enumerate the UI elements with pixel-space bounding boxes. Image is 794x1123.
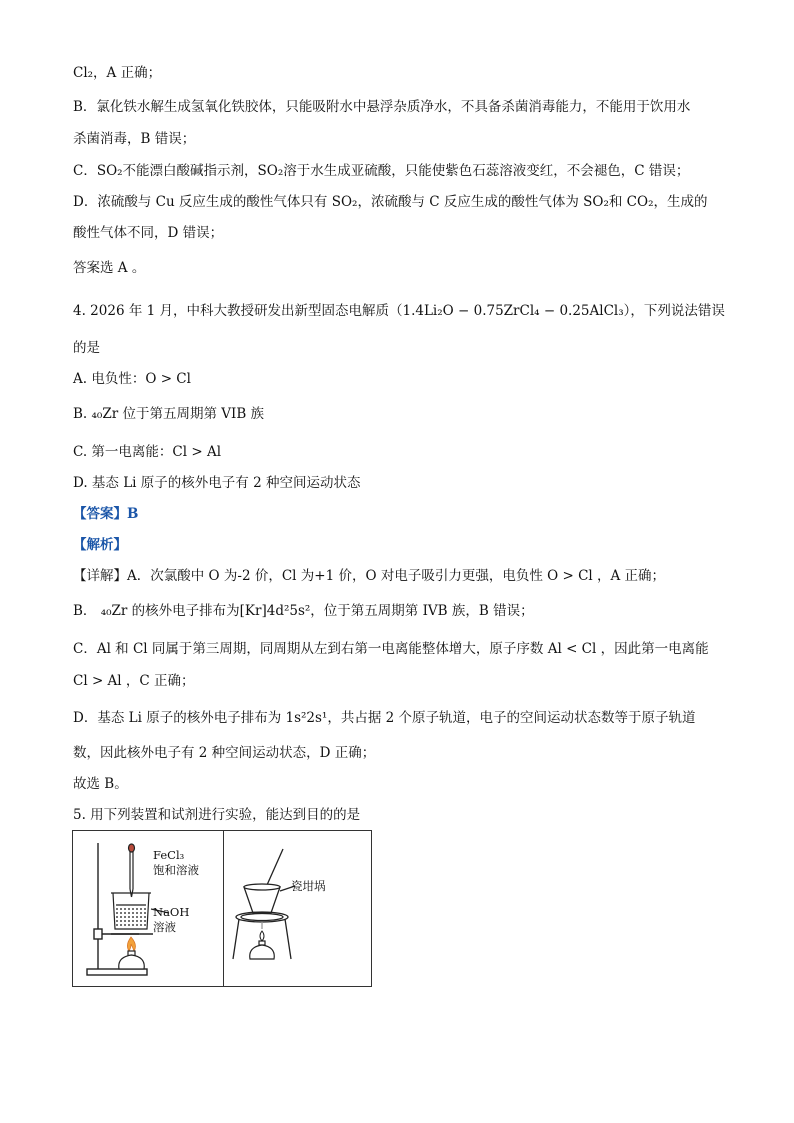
answer-line: 答案选 A 。 (73, 260, 146, 276)
right-flame (260, 931, 264, 941)
label-solution: 溶液 (153, 920, 176, 934)
text-line: D．浓硫酸与 Cu 反应生成的酸性气体只有 SO₂，浓硫酸与 C 反应生成的酸性气体为 SO₂和 CO₂，生成的 (73, 194, 708, 210)
text-line: 杀菌消毒，B 错误； (73, 131, 196, 147)
dropper (129, 844, 135, 897)
text-line: Cl₂，A 正确； (73, 65, 162, 81)
label-naoh: NaOH (153, 905, 190, 919)
apparatus-figure (72, 830, 372, 987)
explanation-a: 【详解】A．次氯酸中 O 为-2 价，Cl 为+1 价，O 对电子吸引力更强，电负性 O > Cl ，A 正确； (73, 568, 666, 584)
explanation-c-cont: Cl > Al ，C 正确； (73, 673, 195, 689)
explanation-c: C．Al 和 Cl 同属于第三周期，同周期从左到右第一电离能整体增大，原子序数 Al < Cl ，因此第一电离能 (73, 641, 709, 657)
answer-tag: 【答案】B (73, 506, 139, 522)
flame (127, 937, 135, 951)
explanation-d: D．基态 Li 原子的核外电子排布为 1s²2s¹，共占据 2 个原子轨道，电子的空间运动状态数等于原子轨道 (73, 710, 696, 726)
crucible (244, 884, 295, 913)
option-c: C. 第一电离能：Cl > Al (73, 444, 222, 460)
analysis-tag: 【解析】 (73, 537, 127, 553)
text-line: 酸性气体不同，D 错误； (73, 225, 224, 241)
right-alcohol-lamp (250, 941, 275, 959)
explanation-b: B． ₄₀Zr 的核外电子排布为[Kr]4d²5s²，位于第五周期第 IVB 族，B 错误； (73, 603, 534, 619)
option-b: B. ₄₀Zr 位于第五周期第 VIB 族 (73, 406, 265, 422)
explanation-d-cont: 数，因此核外电子有 2 种空间运动状态，D 正确； (73, 745, 376, 761)
question-4-stem-cont: 的是 (73, 340, 100, 356)
label-saturated-solution: 饱和溶液 (153, 863, 199, 877)
label-fecl3: FeCl₃ (153, 848, 185, 862)
text-line: C．SO₂不能漂白酸碱指示剂，SO₂溶于水生成亚硫酸，只能使紫色石蕊溶液变红，不会褪色，C 错误； (73, 163, 690, 179)
text-line: B．氯化铁水解生成氢氧化铁胶体，只能吸附水中悬浮杂质净水，不具备杀菌消毒能力，不能用于饮用水 (73, 99, 691, 115)
apparatus-drawing (73, 831, 373, 988)
option-a: A. 电负性：O > Cl (73, 371, 191, 387)
alcohol-lamp (119, 951, 144, 969)
label-porcelain-crucible: 瓷坩埚 (291, 879, 326, 893)
question-5-stem: 5. 用下列装置和试剂进行实验，能达到目的的是 (73, 807, 361, 823)
option-d: D. 基态 Li 原子的核外电子有 2 种空间运动状态 (73, 475, 361, 491)
question-4-stem: 4. 2026 年 1 月，中科大教授研发出新型固态电解质（1.4Li₂O − 0.75ZrCl₄ − 0.25AlCl₃），下列说法错误 (73, 303, 725, 319)
conclusion-line: 故选 B。 (73, 776, 128, 792)
